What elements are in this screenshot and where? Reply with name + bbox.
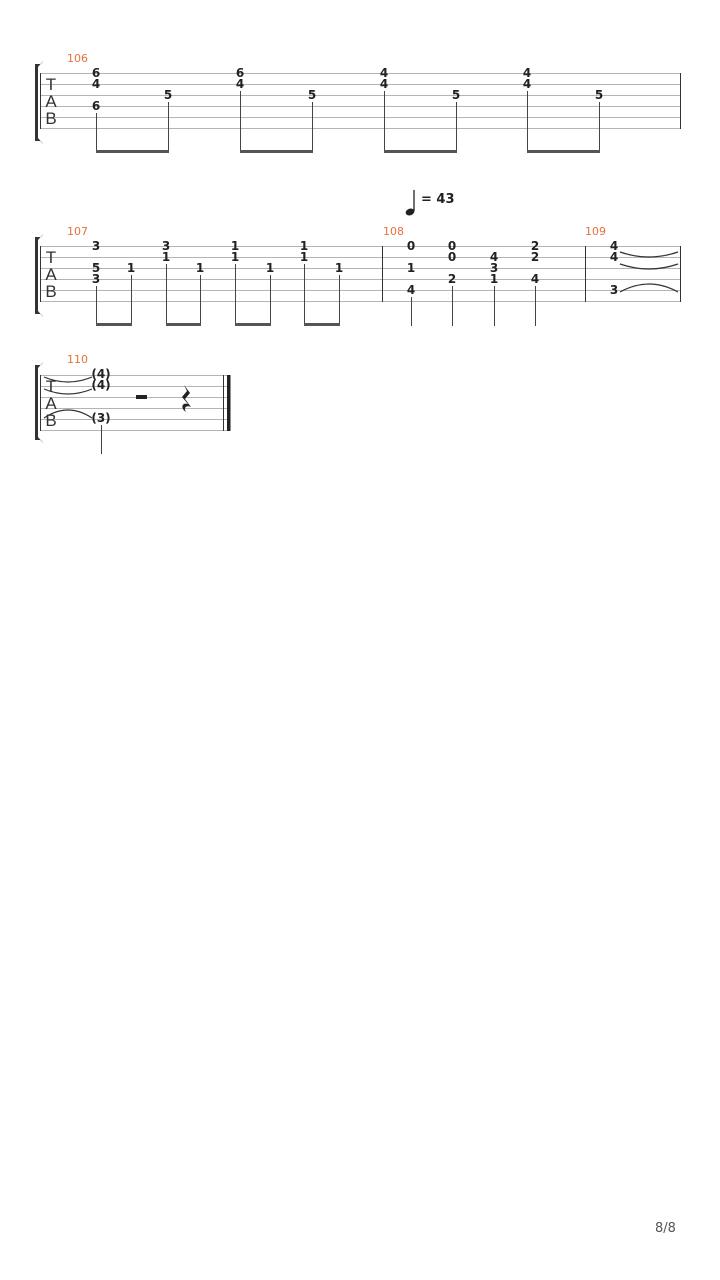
system-2 (35, 225, 681, 326)
measure-number: 106 (67, 52, 88, 65)
system-3 (35, 353, 231, 454)
tab-clef (45, 377, 57, 430)
page-number: 8/8 (655, 1221, 676, 1236)
fret-number: 1 (299, 250, 309, 264)
note-stems (97, 264, 536, 326)
fret-number: 1 (161, 250, 171, 264)
fret-number: 2 (530, 239, 540, 253)
quarter-rest-icon (182, 385, 191, 412)
fret-number: 4 (91, 77, 101, 91)
clef-letter-b: B (45, 282, 57, 301)
fret-number: 4 (379, 77, 389, 91)
measure-number: 107 (67, 225, 88, 238)
fret-numbers (91, 367, 110, 425)
clef-letter-a: A (45, 92, 57, 111)
fret-number: 6 (91, 99, 101, 113)
fret-number: (3) (91, 411, 111, 425)
system-bracket (35, 233, 44, 318)
system-bracket (35, 60, 44, 145)
tab-staff-lines (40, 376, 230, 431)
clef-letter-b: B (45, 109, 57, 128)
system-bracket (35, 361, 44, 444)
fret-number: 2 (447, 272, 457, 286)
measure-number: 109 (585, 225, 606, 238)
fret-number: 1 (230, 239, 240, 253)
tempo-marking (405, 190, 455, 217)
fret-number: 1 (489, 272, 499, 286)
half-rest-icon (136, 395, 147, 399)
fret-number: 3 (91, 272, 101, 286)
clef-letter-a: A (45, 394, 57, 413)
fret-number: 4 (609, 239, 619, 253)
clef-letter-t: T (45, 377, 57, 396)
fret-number: 5 (91, 261, 101, 275)
eighth-beams (96, 150, 600, 153)
fret-number: 4 (379, 66, 389, 80)
fret-number: 0 (447, 239, 457, 253)
fret-number: 5 (307, 88, 317, 102)
tempo-value: = 43 (421, 192, 455, 207)
tab-staff-lines (40, 74, 680, 129)
fret-number: 1 (265, 261, 275, 275)
clef-letter-t: T (45, 248, 57, 267)
fret-number: 1 (406, 261, 416, 275)
clef-letter-t: T (45, 75, 57, 94)
measure-number: 110 (67, 353, 88, 366)
fret-number: 4 (530, 272, 540, 286)
fret-number: 0 (406, 239, 416, 253)
tab-staff-lines (40, 247, 680, 302)
fret-number: 4 (522, 66, 532, 80)
eighth-beams (96, 323, 340, 326)
fret-number: 3 (489, 261, 499, 275)
fret-number: 4 (489, 250, 499, 264)
fret-number: 1 (195, 261, 205, 275)
tab-clef (45, 75, 57, 128)
fret-number: 5 (451, 88, 461, 102)
tab-clef (45, 248, 57, 301)
fret-number: 3 (161, 239, 171, 253)
fret-number: (4) (91, 378, 111, 392)
measure-number: 108 (383, 225, 404, 238)
clef-letter-b: B (45, 411, 57, 430)
fret-number: 3 (91, 239, 101, 253)
fret-number: 4 (406, 283, 416, 297)
fret-number: 5 (163, 88, 173, 102)
fret-number: 4 (609, 250, 619, 264)
fret-number: 6 (235, 66, 245, 80)
fret-number: 1 (334, 261, 344, 275)
system-1 (35, 52, 681, 153)
final-barline-thick (227, 375, 231, 431)
fret-number: (4) (91, 367, 111, 381)
fret-number: 2 (530, 250, 540, 264)
fret-number: 1 (299, 239, 309, 253)
fret-number: 4 (235, 77, 245, 91)
fret-number: 6 (91, 66, 101, 80)
clef-letter-a: A (45, 265, 57, 284)
fret-number: 3 (609, 283, 619, 297)
fret-number: 1 (230, 250, 240, 264)
fret-number: 5 (594, 88, 604, 102)
fret-number: 0 (447, 250, 457, 264)
fret-number: 4 (522, 77, 532, 91)
fret-number: 1 (126, 261, 136, 275)
